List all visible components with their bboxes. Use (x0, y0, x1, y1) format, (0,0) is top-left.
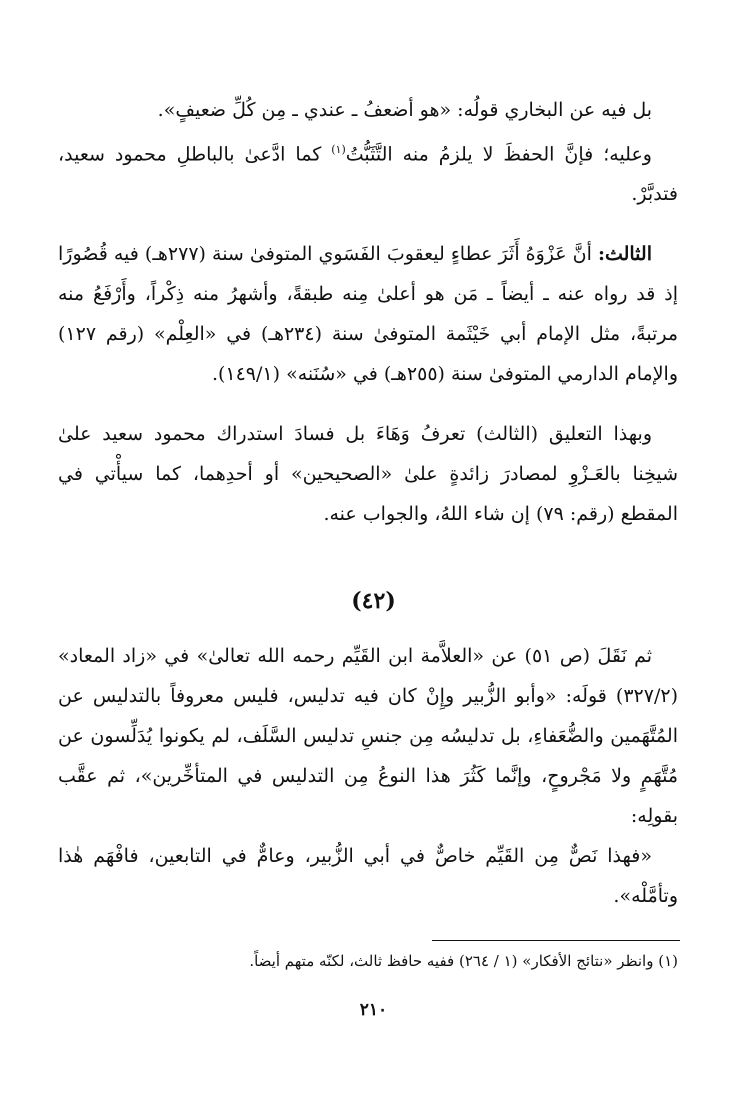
footnote-marker: (١) (331, 143, 346, 156)
paragraph-gap (58, 394, 678, 414)
paragraph-memorization-text-2: كما ادَّعىٰ بالباطلِ محمود سعيد، فتدبَّرْ. (58, 143, 678, 206)
section-number-heading: (٤٢) (351, 588, 396, 614)
paragraph-memorization-text-1: وعليه؛ فإنَّ الحفظَ لا يلزمُ منه التَّثَبُّتُ (345, 143, 652, 166)
page-number: ٢١٠ (359, 1000, 388, 1020)
paragraph-gap (58, 214, 678, 234)
lower-text-block (58, 636, 678, 916)
paragraph-bukhari-quote: بل فيه عن البخاري قولُه: «هو أضعفُ ـ عندي ـ مِن كُلِّ ضعيفٍ». (157, 99, 652, 121)
paragraph-memorization (58, 130, 678, 214)
paragraph-commentary: وبهذا التعليق (الثالث) تعرفُ وَهَاءَ بل فسادَ استدراك محمود سعيد علىٰ شيخِنا بالعَـزْوِ لمصادرَ زائدةٍ علىٰ «الصحيحين» أو أحدِهما، كما سيأْتي في المقطع (رقم: ٧٩) إن شاء اللهُ، والجواب عنه. (58, 423, 678, 526)
paragraph-closing-quote: «فهذا نَصٌّ مِن القَيِّم خاصٌّ في أبي الزُّبير، وعامٌّ في التابعين، فافْهَم هٰذا وتأمَّلْه». (58, 845, 678, 907)
third-point-text: أنَّ عَزْوَهُ أَثَرَ عطاءٍ ليعقوبَ الفَسَوي المتوفىٰ سنة (٢٧٧هـ) فيه قُصُورًا إذ قد رواه عنه ـ أيضاً ـ مَن هو أعلىٰ مِنه طبقةً، وأشهرُ منه ذِكْراً، وأَرْفَعُ منه مرتبةً، مثل الإمام أبي خَيْثَمة المتوفىٰ سنة (٢٣٤هـ) في «العِلْم» (رقم ١٢٧) والإمام الدارمي المتوفىٰ سنة (٢٥٥هـ) في «سُنَنه» (١٤٩/١). (58, 243, 679, 386)
footnote-divider (432, 940, 680, 941)
paragraph-third-point (58, 234, 678, 394)
upper-text-block (58, 90, 678, 534)
paragraph-ibn-qayyim-quote: ثم نَقَلَ (ص ٥١) عن «العلاَّمة ابن القَيِّم رحمه الله تعالىٰ» في «زاد المعاد» (٣٢٧/٢) قولَه: «وأبو الزُّبير وإِنْ كان فيه تدليس، فليس معروفاً بالتدليس عن المُتَّهَمين والضُّعَفاءِ، بل تدليسُه مِن جنسِ تدليس السَّلَف، لم يكونوا يُدَلِّسون عن مُتَّهَمٍ ولا مَجْروحٍ، وإنَّما كَثُرَ هذا النوعُ مِن التدليس في المتأخِّرين»، ثم عقَّب بقولِه: (58, 645, 678, 827)
footnote: (١) وانظر «نتائج الأفكار» (١ / ٢٦٤) ففيه حافظ ثالث، لكنّه متهم أيضاً. (249, 952, 678, 970)
third-point-label: الثالث: (597, 243, 652, 266)
